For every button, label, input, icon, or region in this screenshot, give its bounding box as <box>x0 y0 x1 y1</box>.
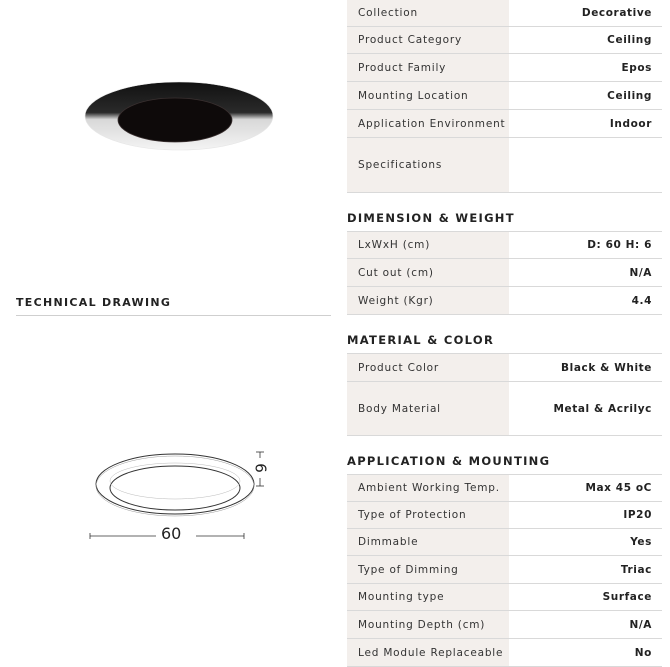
spec-value <box>509 138 662 192</box>
spec-label: Mounting Location <box>347 82 509 109</box>
technical-drawing-title: TECHNICAL DRAWING <box>16 296 331 316</box>
spec-label: Collection <box>347 0 509 26</box>
spec-value: Black & White <box>561 361 652 374</box>
spec-value: Triac <box>620 563 652 576</box>
spec-row <box>347 82 662 110</box>
spec-value: Metal & Acrilyc <box>553 402 652 415</box>
spec-value: Yes <box>630 536 652 548</box>
spec-row <box>347 639 662 667</box>
spec-label: Specifications <box>347 138 509 192</box>
spec-value: N/A <box>629 618 652 631</box>
spec-row <box>347 529 662 556</box>
spec-label: Cut out (cm) <box>347 259 509 286</box>
spec-row <box>347 110 662 138</box>
spec-row <box>347 259 662 287</box>
spec-label: Product Family <box>347 54 509 81</box>
dimension-width-label: 60 <box>158 524 184 543</box>
spec-row <box>347 354 662 382</box>
spec-row <box>347 138 662 193</box>
spec-value: D: 60 H: 6 <box>587 239 652 251</box>
spec-label: Application Environment <box>347 110 509 137</box>
spec-row <box>347 584 662 611</box>
spec-label: Ambient Working Temp. <box>347 475 509 501</box>
spec-label: Mounting Depth (cm) <box>347 611 509 638</box>
spec-label: Type of Protection <box>347 502 509 528</box>
spec-value: Epos <box>621 61 652 74</box>
spec-label: Type of Dimming <box>347 556 509 583</box>
spec-label: Mounting type <box>347 584 509 610</box>
spec-value: Surface <box>602 591 652 603</box>
spec-label: LxWxH (cm) <box>347 232 509 258</box>
spec-value: No <box>634 646 652 659</box>
spec-table <box>347 0 662 667</box>
spec-row <box>347 475 662 502</box>
spec-value: Max 45 oC <box>585 482 652 494</box>
spec-value: Ceiling <box>607 89 652 102</box>
spec-row <box>347 27 662 54</box>
spec-row <box>347 611 662 639</box>
section-title-material: MATERIAL & COLOR <box>347 333 662 354</box>
spec-label: Product Color <box>347 354 509 381</box>
spec-value: N/A <box>629 266 652 279</box>
spec-row <box>347 556 662 584</box>
spec-label: Led Module Replaceable <box>347 639 509 666</box>
spec-value: Indoor <box>609 117 652 130</box>
general-section <box>347 0 662 193</box>
spec-label: Body Material <box>347 382 509 435</box>
section-title-dimension: DIMENSION & WEIGHT <box>347 211 662 232</box>
spec-row <box>347 287 662 315</box>
dimension-height-label: 6 <box>251 463 270 473</box>
section-title-application: APPLICATION & MOUNTING <box>347 454 662 475</box>
product-image <box>84 80 274 152</box>
spec-value: Decorative <box>581 7 652 19</box>
spec-label: Dimmable <box>347 529 509 555</box>
spec-label: Weight (Kgr) <box>347 287 509 314</box>
spec-label: Product Category <box>347 27 509 53</box>
spec-value: Ceiling <box>607 34 652 46</box>
spec-row <box>347 0 662 27</box>
spec-row <box>347 232 662 259</box>
spec-row <box>347 54 662 82</box>
spec-row <box>347 382 662 436</box>
spec-value: 4.4 <box>631 294 652 307</box>
spec-row <box>347 502 662 529</box>
spec-value: IP20 <box>623 509 652 521</box>
